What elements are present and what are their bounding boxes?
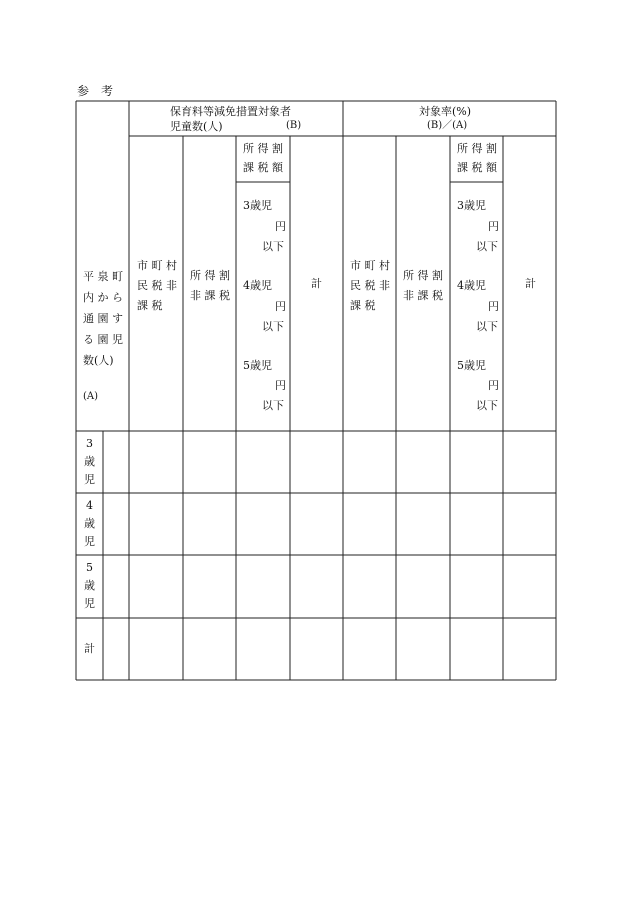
- age-limit: 以下: [262, 399, 284, 412]
- col-total-left: 計: [311, 277, 322, 290]
- row-label-line: 通 園 す: [83, 312, 123, 325]
- row-label-line: 平 泉 町: [83, 270, 123, 283]
- col-total-right: 計: [525, 277, 536, 290]
- col-label-line: 課 税 額: [457, 161, 497, 174]
- col-label-line: 課 税: [137, 299, 163, 312]
- group-rate-title: 対象率(%): [419, 105, 472, 118]
- age-label: 4歳児: [243, 279, 272, 292]
- col-label-line: 非 課 税: [403, 289, 443, 302]
- age-label: 5歳児: [457, 359, 486, 372]
- group-b-subtitle: 児童数(人): [170, 120, 223, 133]
- row-label-char: 児: [84, 473, 95, 486]
- col-label-line: 所 得 割: [457, 142, 497, 155]
- row-label-char: 計: [84, 642, 95, 655]
- row-label-line: 数(人): [83, 354, 114, 367]
- age-unit: 円: [488, 300, 499, 313]
- row-label-char: 児: [84, 535, 95, 548]
- age-unit: 円: [488, 220, 499, 233]
- row-label-mark: (A): [83, 391, 99, 402]
- col-label-line: 民 税 非: [137, 279, 177, 292]
- age-unit: 円: [275, 379, 286, 392]
- age-limit: 以下: [262, 240, 284, 253]
- age-label: 3歳児: [243, 199, 272, 212]
- row-label-line: る 園 児: [83, 333, 123, 346]
- age-label: 3歳児: [457, 199, 486, 212]
- row-label-char: 4: [86, 499, 93, 512]
- row-label-char: 歳: [84, 517, 95, 530]
- row-label-line: 内 か ら: [83, 291, 123, 304]
- group-b-title: 保育料等減免措置対象者: [170, 105, 291, 118]
- group-b-mark: (B): [286, 120, 302, 131]
- col-label-line: 民 税 非: [350, 279, 390, 292]
- age-unit: 円: [275, 220, 286, 233]
- row-label-char: 3: [86, 437, 93, 450]
- age-unit: 円: [488, 379, 499, 392]
- col-label-line: 所 得 割: [403, 269, 443, 282]
- age-label: 5歳児: [243, 359, 272, 372]
- col-label-line: 非 課 税: [190, 289, 230, 302]
- row-label-char: 児: [84, 597, 95, 610]
- group-rate-formula: (B)／(A): [427, 120, 468, 131]
- row-label-char: 歳: [84, 455, 95, 468]
- col-label-line: 市 町 村: [350, 259, 390, 272]
- page-title: 参 考: [77, 84, 114, 98]
- col-label-line: 所 得 割: [243, 142, 283, 155]
- age-limit: 以下: [476, 320, 498, 333]
- row-label-char: 歳: [84, 579, 95, 592]
- age-limit: 以下: [262, 320, 284, 333]
- age-unit: 円: [275, 300, 286, 313]
- age-limit: 以下: [476, 399, 498, 412]
- col-label-line: 市 町 村: [137, 259, 177, 272]
- col-label-line: 課 税: [350, 299, 376, 312]
- age-limit: 以下: [476, 240, 498, 253]
- col-label-line: 課 税 額: [243, 161, 283, 174]
- row-label-char: 5: [86, 561, 93, 574]
- age-label: 4歳児: [457, 279, 486, 292]
- col-label-line: 所 得 割: [190, 269, 230, 282]
